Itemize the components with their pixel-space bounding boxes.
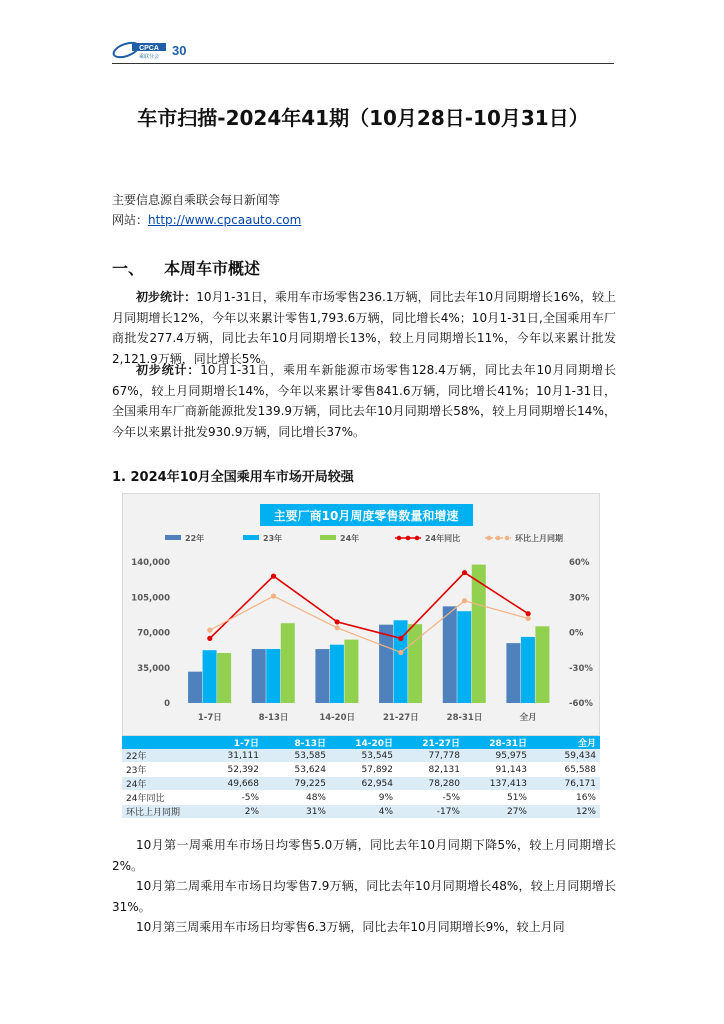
y-right-tick-label: -60% [569,699,593,709]
summary-paragraph-retail [112,287,616,369]
weekly-retail-chart [122,493,600,736]
x-tick-label: 28-31日 [446,713,483,723]
table-cell: 9% [330,791,397,805]
point-24年同比 [462,570,467,575]
table-cell: 48% [263,791,330,805]
source-line: 主要信息源自乘联会每日新闻等 [112,193,281,207]
point-24年同比 [207,636,212,641]
table-cell: -5% [196,791,263,805]
legend-marker [397,536,402,541]
table-cell: 53,624 [263,763,330,777]
table-row [122,763,600,777]
table-header-cell: 14-20日 [330,736,397,749]
y-right-tick-label: 60% [569,558,590,568]
legend-marker [415,536,420,541]
paragraph-lead: 初步统计： [136,363,201,377]
point-环比上月同期 [335,625,340,630]
table-cell: 53,545 [330,749,397,763]
y-left-tick-label: 70,000 [137,628,170,639]
weekly-paragraph-2: 10月第二周乘用车市场日均零售7.9万辆，同比去年10月同期增长48%，较上月同期增长31%。 [112,879,616,914]
legend-marker [505,536,510,541]
source-info [112,190,301,230]
weekly-paragraph-3: 10月第三周乘用车市场日均零售6.3万辆，同比去年10月同期增长9%，较上月同 [136,920,565,934]
table-cell: 环比上月同期 [122,805,196,819]
point-24年同比 [335,619,340,624]
y-left-tick-label: 105,000 [131,593,170,604]
x-tick-label: 14-20日 [319,713,356,723]
table-row [122,777,600,791]
table-header-cell: 28-31日 [464,736,531,749]
table-cell: 23年 [122,763,196,777]
point-环比上月同期 [207,628,212,633]
legend-marker [406,536,411,541]
page-title: 车市扫描-2024年41期（10月28日-10月31日） [137,106,589,130]
x-tick-label: 21-27日 [382,713,419,723]
table-cell: 4% [330,805,397,819]
section-heading [112,256,260,279]
table-cell: 27% [464,805,531,819]
table-cell: 65,588 [531,763,600,777]
table-cell: 76,171 [531,777,600,791]
bar-23年 [266,649,280,703]
point-环比上月同期 [271,593,276,598]
svg-text:30: 30 [172,43,187,58]
site-link[interactable]: http://www.cpcaauto.com [148,213,302,227]
table-cell: -5% [397,791,464,805]
table-header-cell: 全月 [531,736,600,749]
paragraph-text: 10月1-31日，乘用车新能源市场零售128.4万辆，同比去年10月同期增长67%，较上月同期增长14%，今年以来累计零售841.6万辆，同比增长41%；10月1-31日，全国乘用车厂商新能源批发139.9万辆，同比去年10月同期增长58%，较上月同期增长14%，今年以来累计批发930.9万辆，同比增长37%。 [112,363,616,439]
bar-22年 [315,649,329,703]
table-cell: 62,954 [330,777,397,791]
x-tick-label: 8-13日 [258,713,289,723]
bar-23年 [330,645,344,703]
summary-paragraph-nev [112,360,616,442]
y-left-tick-label: 35,000 [137,663,170,674]
chart-title: 主要厂商10月周度零售数量和增速 [273,509,459,523]
table-cell: 91,143 [464,763,531,777]
bar-24年 [535,626,549,703]
paragraph-lead: 初步统计： [136,290,197,304]
table-header-cell: 21-27日 [397,736,464,749]
table-cell: 77,778 [397,749,464,763]
bar-22年 [506,643,520,703]
bar-24年 [217,653,231,703]
table-cell: 31,111 [196,749,263,763]
point-24年同比 [271,574,276,579]
table-cell: 31% [263,805,330,819]
table-cell: 78,280 [397,777,464,791]
legend-swatch [320,535,336,540]
x-tick-label: 全月 [519,713,537,723]
bar-23年 [521,637,535,703]
point-24年同比 [398,636,403,641]
table-cell: 52,392 [196,763,263,777]
bar-24年 [344,640,358,703]
svg-text:乘联分会: 乘联分会 [138,54,160,60]
table-cell: 12% [531,805,600,819]
table-cell: 57,892 [330,763,397,777]
table-cell: 22年 [122,749,196,763]
svg-text:CPCA: CPCA [139,45,159,52]
table-row [122,791,600,805]
weekly-retail-table [122,736,600,819]
table-cell: 49,668 [196,777,263,791]
table-cell: 82,131 [397,763,464,777]
point-环比上月同期 [526,616,531,621]
table-row [122,749,600,763]
legend-label: 24年 [340,534,360,543]
legend-swatch [243,535,259,540]
point-环比上月同期 [398,650,403,655]
table-header-cell [122,736,196,749]
table-header-cell: 8-13日 [263,736,330,749]
chart-canvas [123,494,601,737]
legend-marker [496,536,501,541]
site-label: 网站： [112,213,149,227]
bar-22年 [252,649,266,703]
bar-23年 [457,611,471,703]
y-right-tick-label: 30% [569,593,590,604]
table-row [122,805,600,819]
table-cell: 24年 [122,777,196,791]
y-left-tick-label: 0 [164,699,170,709]
bar-24年 [408,624,422,703]
table-header-row [122,736,600,749]
table-cell: 95,975 [464,749,531,763]
subsection-heading: 1. 2024年10月全国乘用车市场开局较强 [112,470,354,485]
bar-24年 [281,623,295,703]
point-24年同比 [526,611,531,616]
table-cell: -17% [397,805,464,819]
table-cell: 2% [196,805,263,819]
bar-22年 [443,606,457,703]
bar-23年 [203,650,217,703]
point-环比上月同期 [462,598,467,603]
weekly-paragraph-1: 10月第一周乘用车市场日均零售5.0万辆，同比去年10月同期下降5%，较上月同期增长2%。 [112,838,616,873]
table-cell: 53,585 [263,749,330,763]
header-rule [112,63,614,64]
legend-label: 环比上月同期 [515,534,563,543]
table-header-cell: 1-7日 [196,736,263,749]
legend-label: 23年 [263,534,283,543]
legend-swatch [165,535,181,540]
y-right-tick-label: -30% [569,663,593,674]
table-cell: 59,434 [531,749,600,763]
y-right-tick-label: 0% [569,628,584,639]
y-left-tick-label: 140,000 [131,558,170,568]
table-cell: 137,413 [464,777,531,791]
table-cell: 16% [531,791,600,805]
legend-label: 22年 [185,534,205,543]
bar-22年 [188,672,202,703]
table-cell: 79,225 [263,777,330,791]
section-number: 一、 [112,259,145,278]
section-title: 本周车市概述 [164,259,261,278]
paragraph-text: 10月1-31日，乘用车市场零售236.1万辆，同比去年10月同期增长16%，较上月同期增长12%，今年以来累计零售1,793.6万辆，同比增长4%；10月1-31日,全国乘用车厂商批发277.4万辆，同比去年10月同期增长13%，较上月同期增长11%，今年以来累计批发2,121.9万辆，同比增长5%。 [112,290,616,366]
table-cell: 24年同比 [122,791,196,805]
legend-marker [487,536,492,541]
table-cell: 51% [464,791,531,805]
x-tick-label: 1-7日 [197,713,222,723]
cpca-logo [112,40,194,60]
legend-label: 24年同比 [425,534,461,543]
